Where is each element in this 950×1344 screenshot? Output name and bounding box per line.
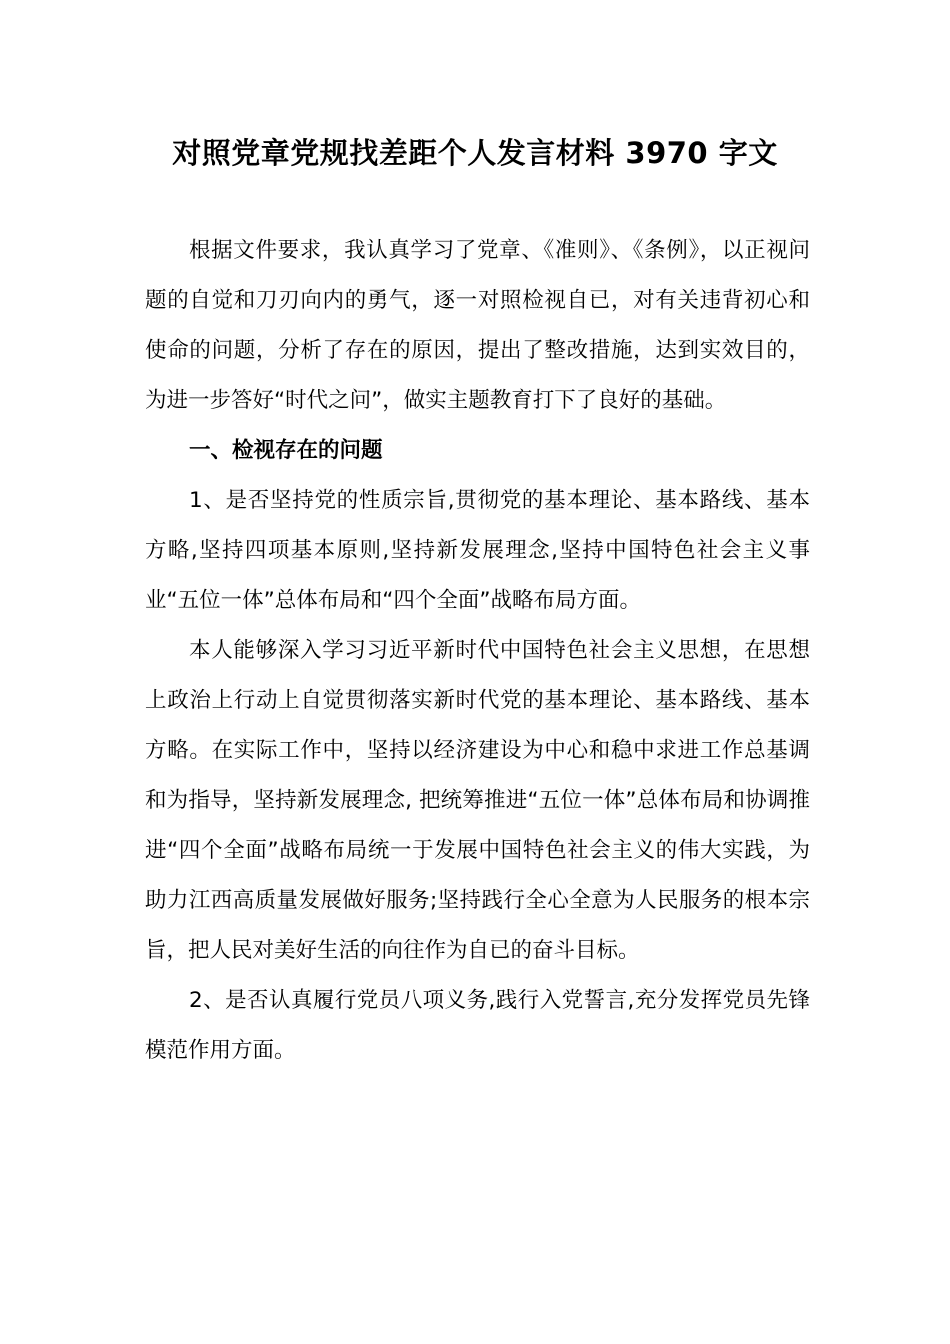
intro-paragraph: 根据文件要求，我认真学习了党章、《准则》、《条例》，以正视问题的自觉和刀刃向内的勇气，逐一对照检视自已，对有关违背初心和使命的问题，分析了存在的原因，提出了整改措施，达到实效目的，为进一步答好“时代之问”，做实主题教育打下了良好的基础。 [145,238,810,413]
document-body [145,226,810,1076]
item-2-paragraph: 2、是否认真履行党员八项义务,践行入党誓言,充分发挥党员先锋模范作用方面。 [145,988,810,1063]
item-1-paragraph: 1、是否坚持党的性质宗旨,贯彻党的基本理论、基本路线、基本方略,坚持四项基本原则,坚持新发展理念,坚持中国特色社会主义事业“五位一体”总体布局和“四个全面”战略布局方面。 [145,488,810,613]
section-heading: 一、检视存在的问题 [189,438,383,463]
document-title: 对照党章党规找差距个人发言材料 3970 字文 [172,136,778,170]
item-1-detail-paragraph: 本人能够深入学习习近平新时代中国特色社会主义思想，在思想上政治上行动上自觉贯彻落实新时代党的基本理论、基本路线、基本方略。在实际工作中，坚持以经济建设为中心和稳中求进工作总基调和为指导，坚持新发展理念, 把统筹推进“五位一体”总体布局和协调推进“四个全面”战略布局统一于发展中国特色社会主义的伟大实践，为助力江西高质量发展做好服务;坚持践行全心全意为人民服务的根本宗旨，把人民对美好生活的向往作为自已的奋斗目标。 [145,638,810,963]
